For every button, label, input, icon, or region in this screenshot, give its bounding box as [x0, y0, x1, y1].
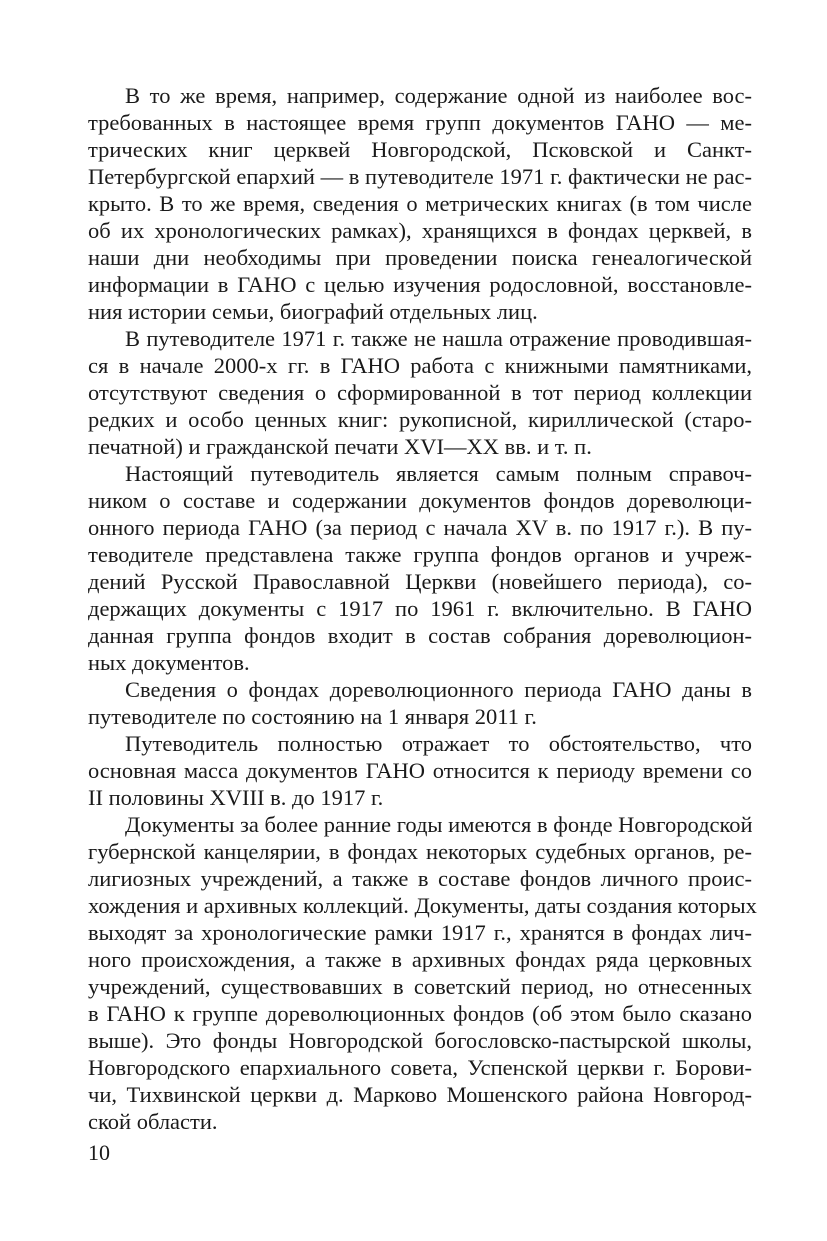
text-line: путеводителе по состоянию на 1 января 2011 г.	[88, 704, 537, 729]
paragraph-1	[88, 82, 752, 325]
text-line: дений Русской Православной Церкви (новейшего периода), со-	[88, 569, 752, 594]
text-line: редких и особо ценных книг: рукописной, кириллической (старо-	[88, 407, 752, 432]
paragraph-5	[88, 730, 752, 811]
text-line: об их хронологических рамках), хранящихся в фондах церквей, в	[88, 218, 752, 243]
text-line: II половины XVIII в. до 1917 г.	[88, 785, 384, 810]
text-line: крыто. В то же время, сведения о метрических книгах (в том числе	[88, 191, 752, 216]
text-line: В путеводителе 1971 г. также не нашла отражение проводившая-	[125, 326, 752, 351]
paragraph-3	[88, 460, 752, 676]
text-line: ния истории семьи, биографий отдельных лиц.	[88, 299, 538, 324]
text-line: ся в начале 2000-х гг. в ГАНО работа с книжными памятниками,	[88, 353, 752, 378]
text-line: ных документов.	[88, 650, 250, 675]
text-line: трических книг церквей Новгородской, Псковской и Санкт-	[88, 137, 752, 162]
text-line: Новгородского епархиального совета, Успенской церкви г. Борови-	[88, 1055, 752, 1080]
text-line: отсутствуют сведения о сформированной в тот период коллекции	[88, 380, 752, 405]
paragraph-4	[88, 676, 752, 730]
text-line: Петербургской епархий — в путеводителе 1971 г. фактически не рас-	[88, 164, 752, 189]
text-line: информации в ГАНО с целью изучения родословной, восстановле-	[88, 272, 752, 297]
text-line: учреждений, существовавших в советский период, но отнесенных	[88, 974, 752, 999]
text-line: ником о составе и содержании документов фондов дореволюци-	[88, 488, 752, 513]
text-line: основная масса документов ГАНО относится к периоду времени со	[88, 758, 752, 783]
text-line: выходят за хронологические рамки 1917 г., хранятся в фондах лич-	[88, 920, 752, 945]
text-line: Путеводитель полностью отражает то обстоятельство, что	[125, 731, 752, 756]
page-number: 10	[88, 1140, 110, 1165]
text-line: В то же время, например, содержание одной из наиболее вос-	[125, 83, 752, 108]
text-line: выше). Это фонды Новгородской богословско-пастырской школы,	[88, 1028, 752, 1053]
text-line: лигиозных учреждений, а также в составе фондов личного проис-	[88, 866, 752, 891]
text-line: требованных в настоящее время групп документов ГАНО — ме-	[88, 110, 752, 135]
text-line: теводителе представлена также группа фондов органов и учреж-	[88, 542, 752, 567]
text-line: Настоящий путеводитель является самым полным справоч-	[125, 461, 752, 486]
text-line: печатной) и гражданской печати XVI—XX вв. и т. п.	[88, 434, 592, 459]
text-line: ской области.	[88, 1109, 218, 1134]
text-line: Сведения о фондах дореволюционного периода ГАНО даны в	[125, 677, 752, 702]
text-line: онного периода ГАНО (за период с начала XV в. по 1917 г.). В пу-	[88, 515, 752, 540]
paragraph-6	[88, 811, 757, 1135]
text-line: Документы за более ранние годы имеются в фонде Новгородской	[125, 812, 753, 837]
paragraph-2	[88, 325, 752, 460]
text-line: губернской канцелярии, в фондах некоторых судебных органов, ре-	[88, 839, 752, 864]
text-line: держащих документы с 1917 по 1961 г. включительно. В ГАНО	[88, 596, 752, 621]
text-line: данная группа фондов входит в состав собрания дореволюцион-	[88, 623, 752, 648]
text-line: ного происхождения, а также в архивных фондах ряда церковных	[88, 947, 752, 972]
page-text	[88, 82, 757, 1135]
text-line: в ГАНО к группе дореволюционных фондов (об этом было сказано	[88, 1001, 752, 1026]
text-line: чи, Тихвинской церкви д. Марково Мошенского района Новгород-	[88, 1082, 752, 1107]
text-line: хождения и архивных коллекций. Документы, даты создания которых	[88, 893, 757, 918]
text-line: наши дни необходимы при проведении поиска генеалогической	[88, 245, 752, 270]
